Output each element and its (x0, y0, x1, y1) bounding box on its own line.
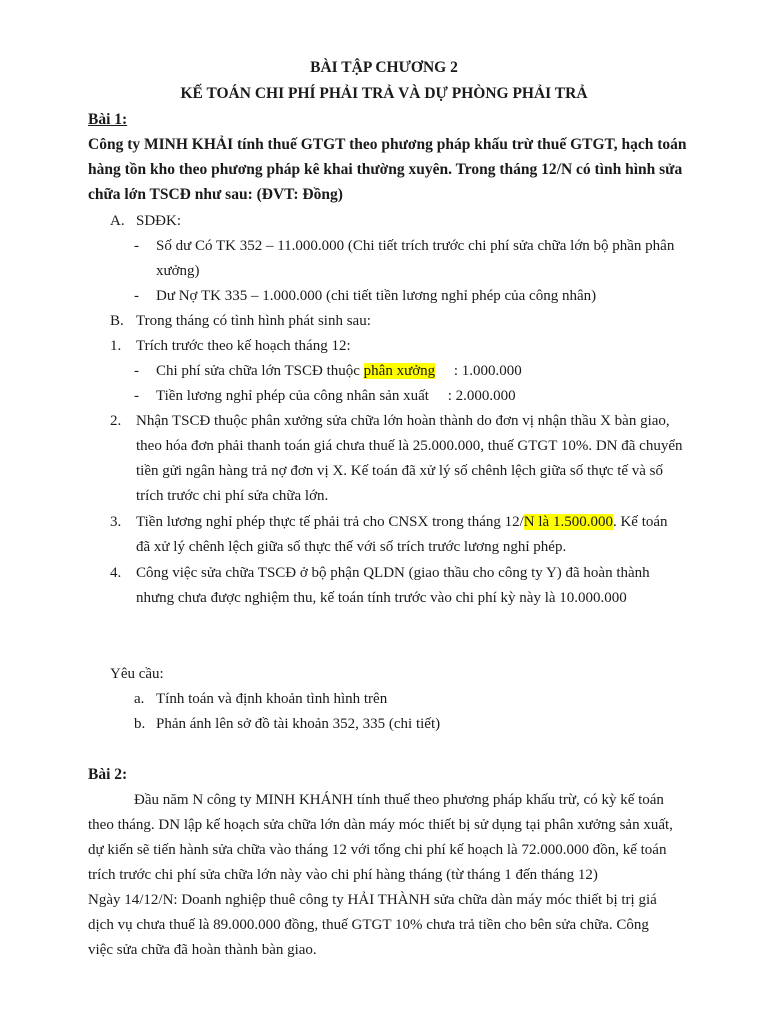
bai1-intro-line: hàng tồn kho theo phương pháp kê khai thường xuyên. Trong tháng 12/N có tình hình sửa (88, 161, 683, 178)
item-4-number: 4. (110, 565, 122, 581)
section-a-text: SDĐK: (136, 213, 182, 229)
item-1-number: 1. (110, 338, 122, 354)
item-3-line1-text: Tiền lương nghỉ phép thực tế phải trả cho CNSX trong tháng 12/ (136, 514, 524, 530)
requirement-a-text: Tính toán và định khoản tình hình trên (156, 691, 388, 707)
requirement-b-text: Phản ánh lên sở đồ tài khoản 352, 335 (chi tiết) (156, 716, 441, 732)
bai2-line: dự kiến sẽ tiến hành sửa chữa vào tháng 12 với tổng chi phí kế hoạch là 72.000.000 đồn, kế toán (88, 842, 667, 858)
section-b-text: Trong tháng có tình hình phát sinh sau: (136, 313, 371, 329)
bai2-line: Đầu năm N công ty MINH KHÁNH tính thuế theo phương pháp khấu trừ, có kỳ kế toán (134, 792, 664, 808)
dash-bullet: - (134, 288, 139, 304)
dash-bullet: - (134, 238, 139, 254)
doc-title: BÀI TẬP CHƯƠNG 2 (310, 59, 458, 76)
dash-bullet: - (134, 388, 139, 404)
item-1-sub-repair-amount: : 1.000.000 (435, 363, 522, 379)
bai2-line: trích trước chi phí sửa chữa lớn này vào chi phí hàng tháng (từ tháng 1 đến tháng 12) (88, 867, 598, 883)
item-3-line1-tail: . Kế toán (612, 514, 668, 530)
bai1-intro-line: chữa lớn TSCĐ như sau: (ĐVT: Đồng) (88, 186, 343, 203)
dash-bullet: - (134, 363, 139, 379)
item-2-line: trích trước chi phí sửa chữa lớn. (136, 488, 329, 504)
bai2-line: theo tháng. DN lập kế hoạch sửa chữa lớn dàn máy móc thiết bị sử dụng tại phân xưởng sản xuất, (88, 817, 673, 833)
item-4-line: nhưng chưa được nghiệm thu, kế toán tính trước vào chi phí kỳ này là 10.000.000 (136, 590, 627, 606)
item-2-line: Nhận TSCĐ thuộc phân xưởng sửa chữa lớn hoàn thành do đơn vị nhận thầu X bàn giao, (136, 413, 670, 429)
bai2-line: Ngày 14/12/N: Doanh nghiệp thuê công ty HẢI THÀNH sửa chữa dàn máy móc thiết bị trị giá (88, 892, 657, 908)
item-1-sub-repair-text: Chi phí sửa chữa lớn TSCĐ thuộc (156, 363, 364, 379)
section-b-label: B. (110, 313, 124, 329)
highlight-amount: N là 1.500.000 (523, 514, 613, 530)
item-3-number: 3. (110, 514, 122, 530)
doc-subtitle: KẾ TOÁN CHI PHÍ PHẢI TRẢ VÀ DỰ PHÒNG PHẢI TRẢ (180, 85, 588, 102)
requirement-a-label: a. (134, 691, 145, 707)
bai2-heading: Bài 2: (88, 766, 128, 783)
bai2-line: dịch vụ chưa thuế là 89.000.000 đồng, thuế GTGT 10% chưa trả tiền cho bên sửa chữa. Công (88, 917, 649, 933)
item-2-line: tiền gửi ngân hàng trả nợ đơn vị X. Kế toán đã xử lý số chênh lệch giữa số thực tế và số (136, 463, 664, 479)
item-3-line2: đã xử lý chênh lệch giữa số thực thế với số trích trước lương nghỉ phép. (136, 539, 567, 555)
item-2-number: 2. (110, 413, 122, 429)
requirements-heading: Yêu cầu: (110, 666, 164, 682)
item-1-text: Trích trước theo kế hoạch tháng 12: (136, 338, 351, 354)
opening-balance-352-cont: xưởng) (156, 263, 200, 279)
item-1-sub-repair (156, 361, 522, 381)
item-4-line: Công việc sửa chữa TSCĐ ở bộ phận QLDN (giao thầu cho công ty Y) đã hoàn thành (136, 565, 650, 581)
item-1-sub-leave: Tiền lương nghỉ phép của công nhân sản xuất : 2.000.000 (156, 388, 516, 404)
section-a-label: A. (110, 213, 125, 229)
opening-balance-335: Dư Nợ TK 335 – 1.000.000 (chi tiết tiền lương nghỉ phép của công nhân) (156, 288, 597, 304)
item-3-line1 (136, 512, 668, 532)
item-2-line: theo hóa đơn phải thanh toán giá chưa thuế là 25.000.000, thuế GTGT 10%. DN đã chuyển (136, 438, 683, 454)
requirement-b-label: b. (134, 716, 146, 732)
bai1-heading: Bài 1: (88, 111, 128, 128)
opening-balance-352: Số dư Có TK 352 – 11.000.000 (Chi tiết trích trước chi phí sửa chữa lớn bộ phần phân (156, 238, 675, 254)
bai1-intro-line: Công ty MINH KHẢI tính thuế GTGT theo phương pháp khấu trừ thuế GTGT, hạch toán (88, 136, 687, 153)
bai2-line: việc sửa chữa đã hoàn thành bàn giao. (88, 942, 317, 958)
highlight-phan-xuong: phân xưởng (363, 363, 436, 379)
